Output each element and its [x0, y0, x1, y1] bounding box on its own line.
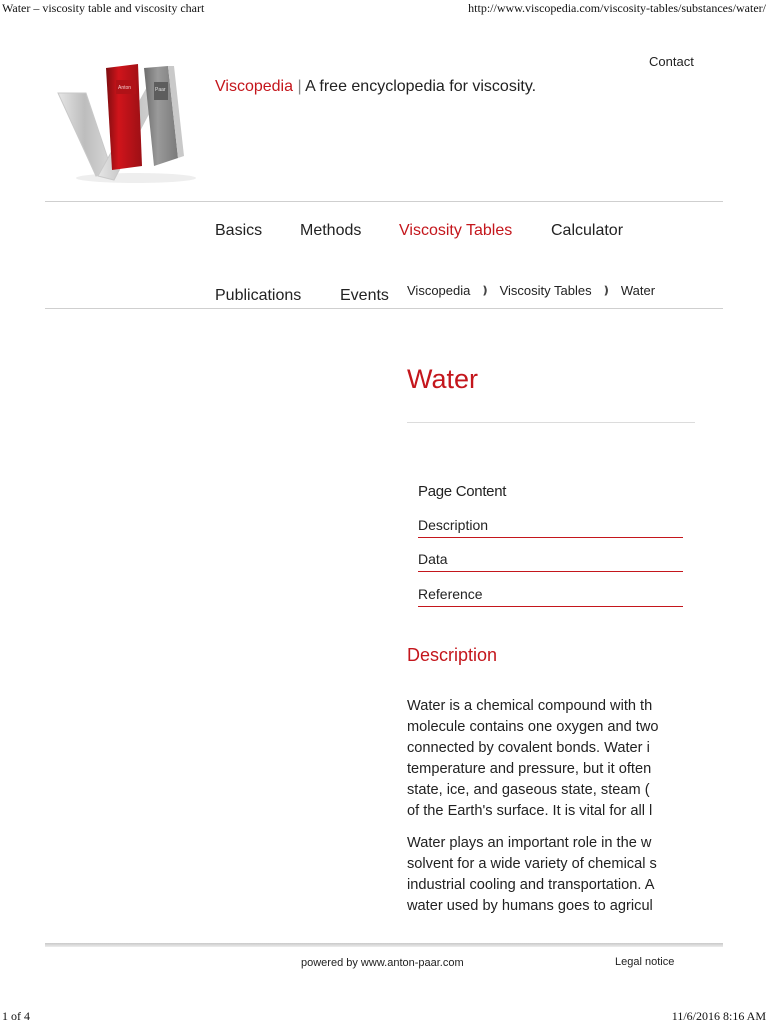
svg-text:Paar: Paar — [155, 87, 166, 93]
toc-link-description[interactable]: Description — [418, 517, 683, 538]
page-title: Water — [407, 364, 479, 394]
print-page-indicator: 1 of 4 — [2, 1009, 30, 1023]
nav-divider — [45, 308, 723, 309]
paragraph-line: Water plays an important role in the w — [407, 835, 652, 851]
site-tagline — [215, 78, 536, 96]
header-divider — [45, 201, 723, 202]
nav-methods[interactable]: Methods — [300, 222, 362, 239]
nav-viscosity-tables[interactable]: Viscosity Tables — [399, 222, 513, 239]
toc-link-reference[interactable]: Reference — [418, 586, 683, 607]
breadcrumb-viscosity-tables[interactable]: Viscosity Tables — [499, 283, 592, 298]
paragraph-line: connected by covalent bonds. Water i — [407, 740, 650, 756]
paragraph-line: solvent for a wide variety of chemical s — [407, 856, 657, 872]
tagline-text: A free encyclopedia for viscosity. — [305, 78, 537, 95]
paragraph-line: industrial cooling and transportation. A — [407, 877, 655, 893]
title-divider — [407, 422, 695, 423]
nav-calculator[interactable]: Calculator — [551, 222, 624, 239]
contact-link[interactable]: Contact — [649, 54, 694, 69]
paragraph-line: Water is a chemical compound with th — [407, 698, 653, 714]
footer-divider — [45, 943, 723, 947]
paragraph-line: temperature and pressure, but it often — [407, 761, 652, 777]
paragraph-line: water used by humans goes to agricul — [407, 898, 653, 914]
nav-basics[interactable]: Basics — [215, 222, 263, 239]
toc-link-data[interactable]: Data — [418, 551, 683, 572]
description-heading: Description — [407, 645, 498, 665]
description-paragraph-1 — [407, 696, 695, 822]
legal-notice-link[interactable]: Legal notice — [615, 956, 675, 968]
tagline-separator: | — [297, 78, 302, 95]
books-logo-icon[interactable] — [56, 58, 198, 186]
breadcrumb-separator-icon: ❫ — [480, 285, 490, 297]
description-paragraph-2 — [407, 833, 695, 917]
breadcrumb-separator-icon: ❫ — [601, 285, 611, 297]
print-header-title: Water – viscosity table and viscosity chart — [2, 1, 205, 15]
paragraph-line: molecule contains one oxygen and two — [407, 719, 659, 735]
breadcrumb — [407, 283, 655, 298]
breadcrumb-viscopedia[interactable]: Viscopedia — [407, 283, 471, 298]
toc-heading: Page Content — [418, 483, 507, 500]
brand-link[interactable]: Viscopedia — [215, 78, 293, 95]
svg-text:Anton: Anton — [118, 85, 132, 91]
powered-by-link[interactable]: powered by www.anton-paar.com — [301, 957, 464, 969]
breadcrumb-current: Water — [620, 283, 656, 298]
print-timestamp: 11/6/2016 8:16 AM — [671, 1009, 766, 1023]
nav-publications[interactable]: Publications — [215, 287, 302, 304]
print-header-url: http://www.viscopedia.com/viscosity-tables/substances/water/ — [468, 1, 766, 15]
nav-events[interactable]: Events — [340, 287, 389, 304]
paragraph-line: state, ice, and gaseous state, steam ( — [407, 782, 650, 798]
paragraph-line: of the Earth's surface. It is vital for all l — [407, 803, 653, 819]
